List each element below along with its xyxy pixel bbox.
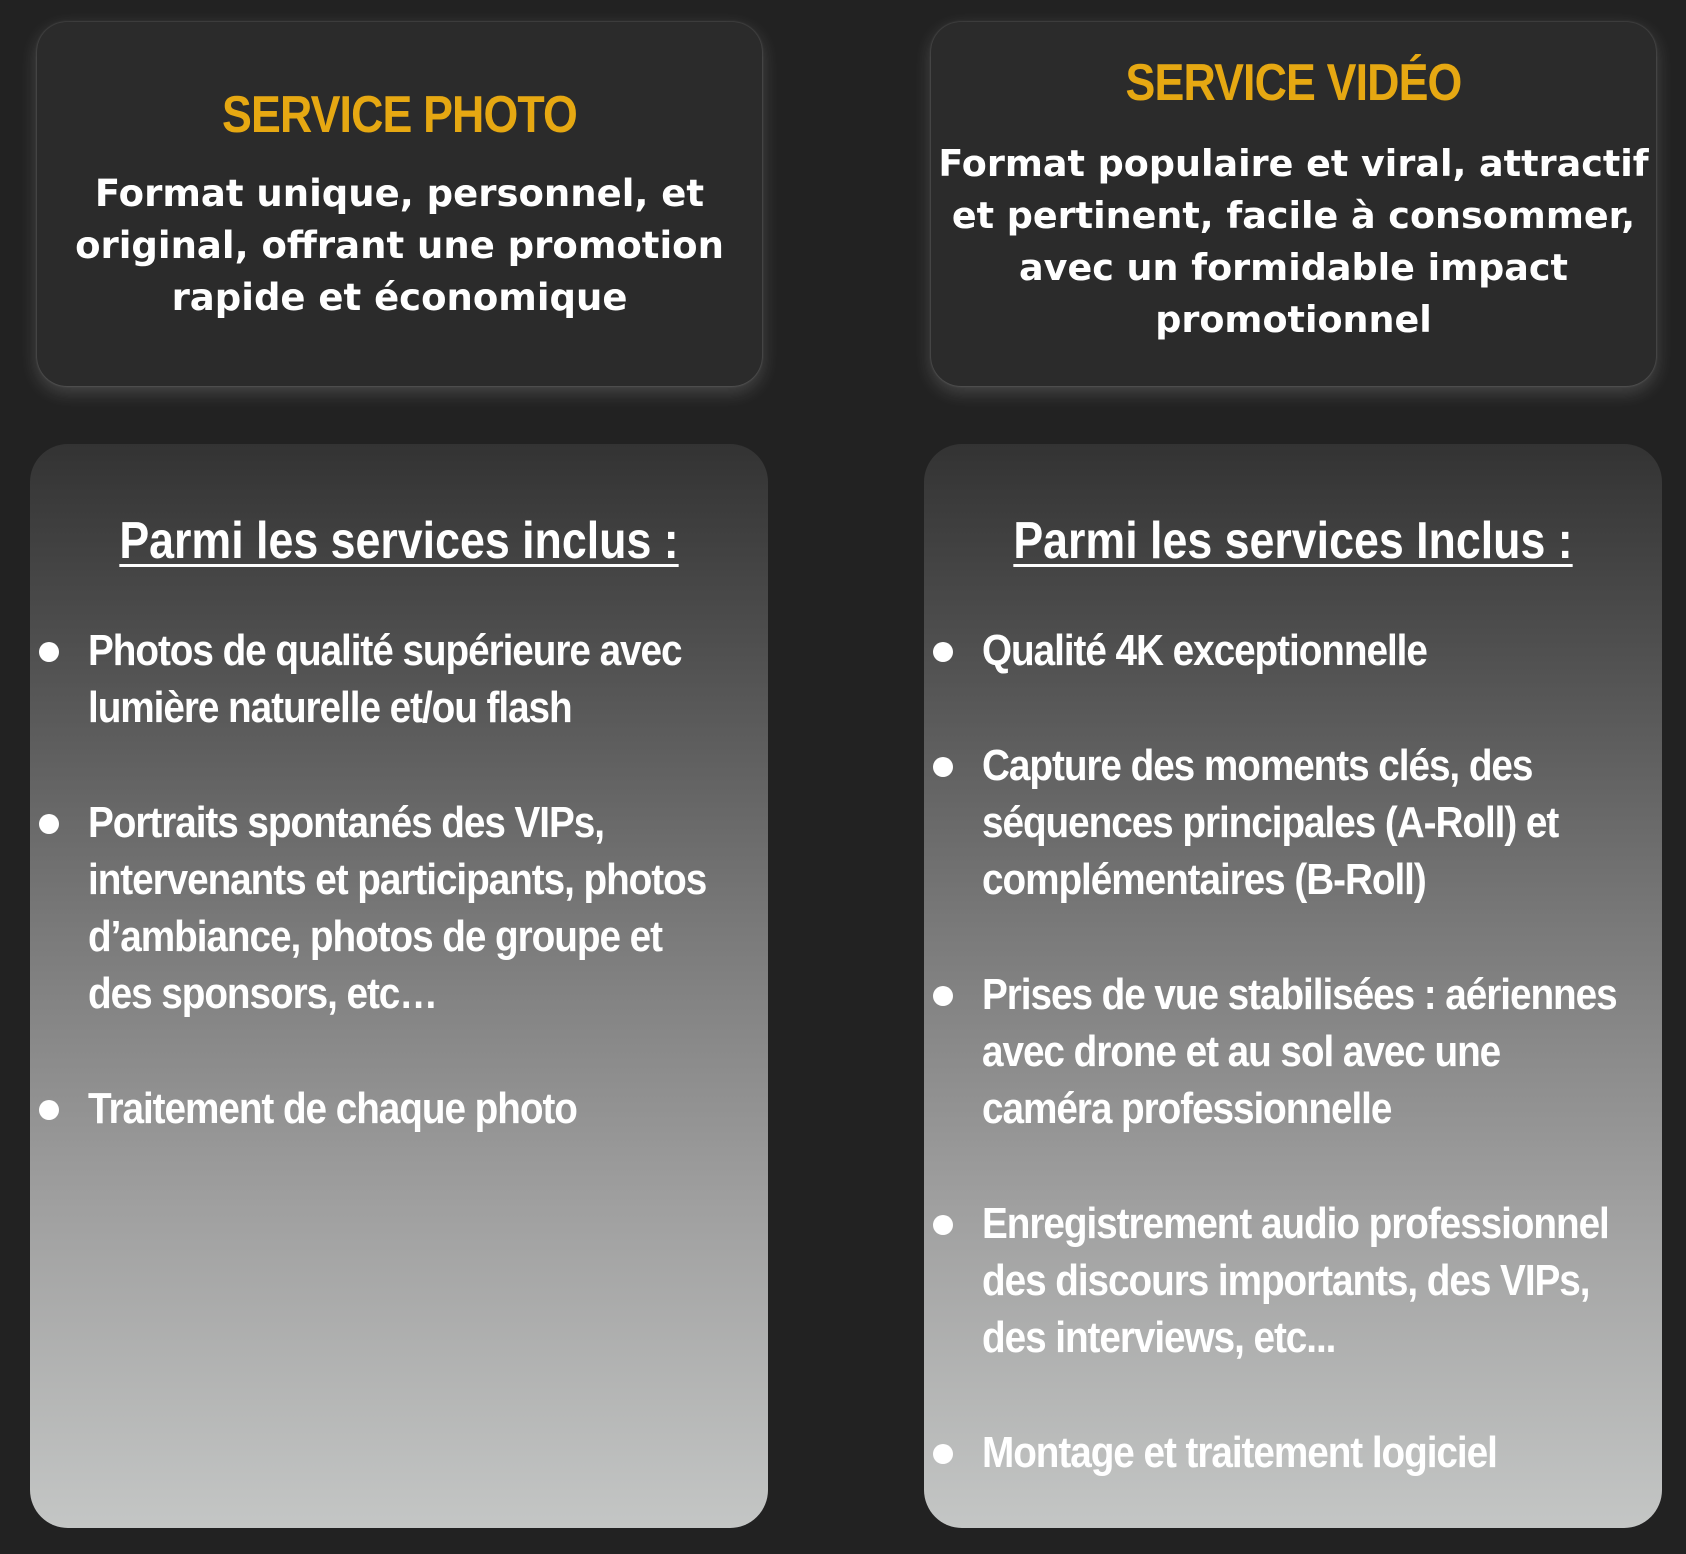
photo-included-services-panel	[30, 444, 768, 1528]
list-item	[924, 737, 1662, 908]
list-item	[30, 794, 768, 1022]
photo-included-list	[30, 622, 768, 1195]
list-item	[924, 1195, 1662, 1366]
list-item-text: Photos de qualité supérieure avec lumière naturelle et/ou flash	[88, 626, 682, 732]
list-item-text: Capture des moments clés, des séquences principales (A-Roll) et complémentaires (B-Roll)	[982, 741, 1559, 904]
video-included-heading: Parmi les services Inclus :	[1013, 512, 1573, 570]
list-item	[30, 1080, 768, 1137]
bullet-icon	[933, 757, 953, 777]
list-item-text: Portraits spontanés des VIPs, intervenants et participants, photos d’ambiance, photos de groupe et des sponsors, etc…	[88, 798, 707, 1018]
video-service-title: SERVICE VIDÉO	[1125, 54, 1462, 112]
video-service-description: Format populaire et viral, attractif et pertinent, facile à consommer, avec un formidable impact promotionnel	[938, 142, 1649, 342]
bullet-icon	[39, 1100, 59, 1120]
bullet-icon	[933, 1444, 953, 1464]
list-item-text: Montage et traitement logiciel	[982, 1428, 1497, 1477]
photo-service-title: SERVICE PHOTO	[222, 86, 577, 144]
list-item	[30, 622, 768, 736]
bullet-icon	[39, 642, 59, 662]
list-item	[924, 966, 1662, 1137]
list-item-text: Traitement de chaque photo	[88, 1084, 577, 1133]
bullet-icon	[933, 642, 953, 662]
bullet-icon	[39, 814, 59, 834]
list-item	[924, 1424, 1662, 1481]
list-item-text: Qualité 4K exceptionnelle	[982, 626, 1427, 675]
photo-service-card	[37, 22, 762, 386]
bullet-icon	[933, 986, 953, 1006]
bullet-icon	[933, 1215, 953, 1235]
photo-included-heading: Parmi les services inclus :	[119, 512, 679, 570]
list-item	[924, 622, 1662, 679]
video-service-card	[931, 22, 1656, 386]
photo-service-description: Format unique, personnel, et original, offrant une promotion rapide et économique	[75, 172, 724, 320]
video-included-list	[924, 622, 1662, 1539]
video-included-services-panel	[924, 444, 1662, 1528]
list-item-text: Enregistrement audio professionnel des discours importants, des VIPs, des interviews, etc...	[982, 1199, 1609, 1362]
list-item-text: Prises de vue stabilisées : aériennes avec drone et au sol avec une caméra professionnelle	[982, 970, 1617, 1133]
